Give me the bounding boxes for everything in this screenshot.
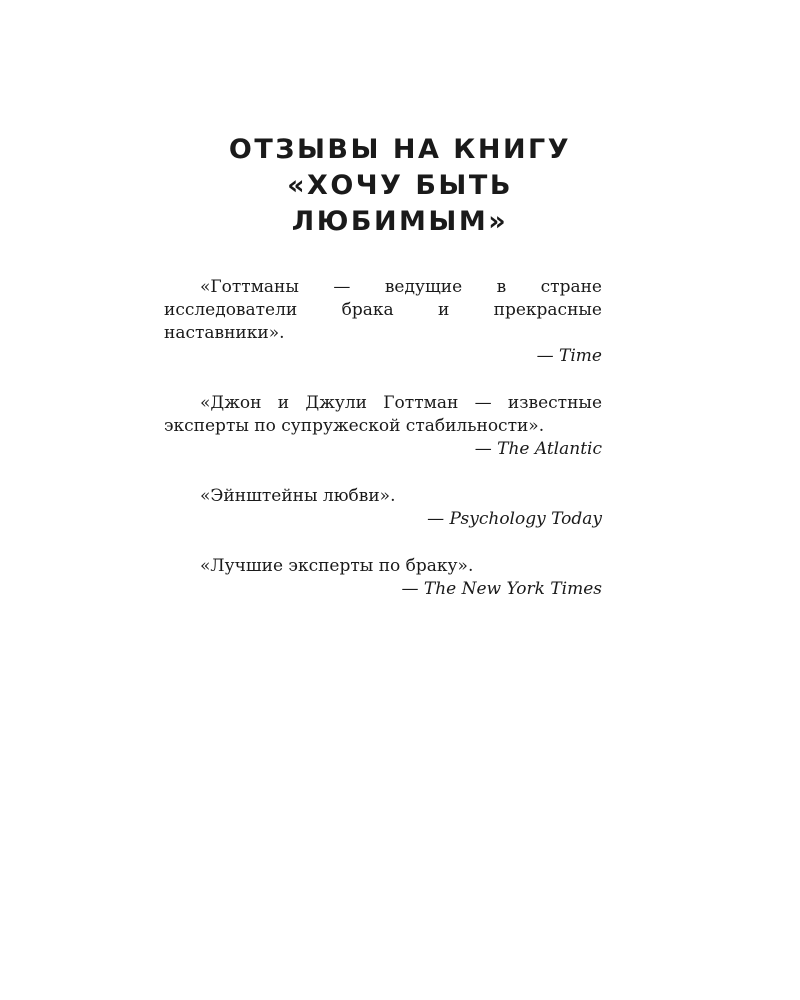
title-line: «ХОЧУ БЫТЬ (287, 170, 513, 201)
review-item (164, 555, 602, 601)
reviews-list (164, 276, 602, 625)
review-source: — Psychology Today (427, 509, 602, 529)
title-line: ЛЮБИМЫМ» (291, 206, 509, 237)
review-item (164, 276, 602, 368)
review-quote: «Джон и Джули Готтман — известные эксперты по супружеской стабильности». (164, 393, 602, 436)
review-item (164, 392, 602, 461)
review-quote: «Готтманы — ведущие в стране исследователи брака и прекрасные наставники». (164, 277, 602, 343)
title-line: ОТЗЫВЫ НА КНИГУ (228, 134, 572, 165)
review-source: — The New York Times (401, 579, 602, 599)
review-quote: «Лучшие эксперты по браку». (200, 556, 474, 576)
review-source: — Time (536, 346, 602, 366)
review-source: — The Atlantic (474, 439, 602, 459)
review-quote: «Эйнштейны любви». (200, 486, 396, 506)
page-title (150, 132, 650, 240)
review-item (164, 485, 602, 531)
